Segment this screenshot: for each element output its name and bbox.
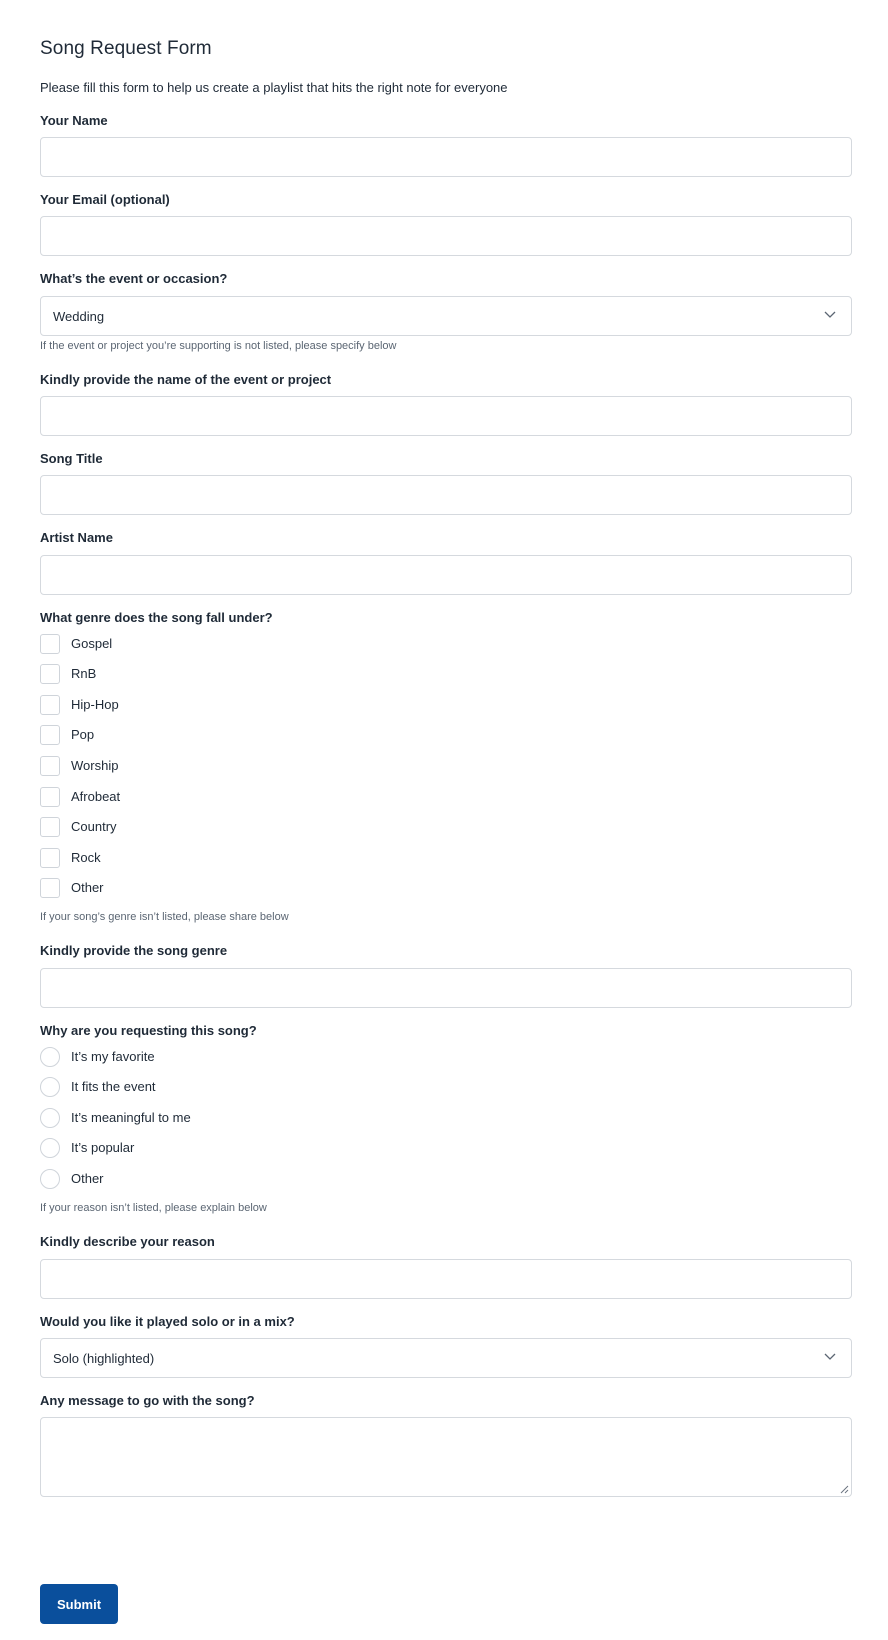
genre-option-label: Hip-Hop [71,697,119,712]
email-input[interactable] [41,217,851,255]
genre-checkbox[interactable] [40,634,60,654]
song-title-field-wrapper [40,475,852,515]
genre-option-country[interactable] [40,816,440,838]
song-title-label: Song Title [40,451,103,466]
reason-radio[interactable] [40,1169,60,1189]
genre-option-label: Other [71,880,104,895]
event-select[interactable] [40,296,852,336]
reason-option-label: Other [71,1171,104,1186]
genre-option-gospel[interactable] [40,633,440,655]
play-mode-select-value: Solo (highlighted) [53,1351,155,1366]
event-name-input[interactable] [41,397,851,435]
chevron-down-icon [823,307,837,321]
genre-other-input[interactable] [41,969,851,1007]
form-title: Song Request Form [40,38,212,59]
genre-option-other[interactable] [40,877,440,899]
reason-option-label: It’s my favorite [71,1049,155,1064]
reason-other-input[interactable] [41,1260,851,1298]
message-textarea[interactable] [40,1417,852,1497]
name-input[interactable] [41,138,851,176]
event-select-value: Wedding [53,309,105,324]
reason-option-other[interactable] [40,1168,440,1190]
genre-checkbox[interactable] [40,695,60,715]
reason-option-meaningful[interactable] [40,1107,440,1129]
genre-option-rock[interactable] [40,847,440,869]
name-field-wrapper [40,137,852,177]
form-intro: Please fill this form to help us create a playlist that hits the right note for everyone [40,80,508,95]
reason-option-label: It’s popular [71,1140,135,1155]
reason-radio[interactable] [40,1108,60,1128]
artist-label: Artist Name [40,530,113,545]
genre-option-label: Country [71,819,117,834]
resize-grip-icon[interactable] [840,1485,849,1494]
genre-option-pop[interactable] [40,724,440,746]
genre-checkbox[interactable] [40,817,60,837]
genre-checkbox[interactable] [40,878,60,898]
reason-option-label: It’s meaningful to me [71,1110,191,1125]
genre-option-afrobeat[interactable] [40,786,440,808]
genre-label: What genre does the song fall under? [40,610,273,625]
song-title-input[interactable] [41,476,851,514]
reason-other-field-wrapper [40,1259,852,1299]
chevron-down-icon [823,1349,837,1363]
genre-option-label: Worship [71,758,119,773]
artist-input[interactable] [41,556,851,594]
reason-radio[interactable] [40,1077,60,1097]
reason-radio[interactable] [40,1047,60,1067]
genre-checkbox[interactable] [40,725,60,745]
genre-checkbox[interactable] [40,787,60,807]
submit-button[interactable]: Submit [40,1584,118,1624]
event-name-field-wrapper [40,396,852,436]
reason-other-label: Kindly describe your reason [40,1234,215,1249]
reason-hint: If your reason isn’t listed, please explain below [40,1202,267,1214]
genre-checkbox[interactable] [40,664,60,684]
email-label: Your Email (optional) [40,192,170,207]
genre-hint: If your song’s genre isn’t listed, please share below [40,911,289,923]
reason-option-popular[interactable] [40,1137,440,1159]
genre-option-label: Rock [71,850,101,865]
genre-option-label: Gospel [71,636,113,651]
email-field-wrapper [40,216,852,256]
reason-label: Why are you requesting this song? [40,1023,257,1038]
artist-field-wrapper [40,555,852,595]
reason-radio[interactable] [40,1138,60,1158]
genre-option-label: Afrobeat [71,789,121,804]
genre-checkbox[interactable] [40,848,60,868]
reason-option-favorite[interactable] [40,1046,440,1068]
play-mode-label: Would you like it played solo or in a mix? [40,1314,295,1329]
name-label: Your Name [40,113,108,128]
genre-checkbox[interactable] [40,756,60,776]
genre-option-label: Pop [71,727,95,742]
genre-other-field-wrapper [40,968,852,1008]
message-label: Any message to go with the song? [40,1393,255,1408]
genre-option-rnb[interactable] [40,663,440,685]
genre-option-hip-hop[interactable] [40,694,440,716]
event-name-label: Kindly provide the name of the event or project [40,372,332,387]
event-hint: If the event or project you’re supporting is not listed, please specify below [40,340,397,352]
genre-other-label: Kindly provide the song genre [40,943,228,958]
event-label: What’s the event or occasion? [40,271,228,286]
reason-option-label: It fits the event [71,1079,156,1094]
genre-option-worship[interactable] [40,755,440,777]
reason-option-fits-event[interactable] [40,1076,440,1098]
play-mode-select[interactable] [40,1338,852,1378]
genre-option-label: RnB [71,666,97,681]
